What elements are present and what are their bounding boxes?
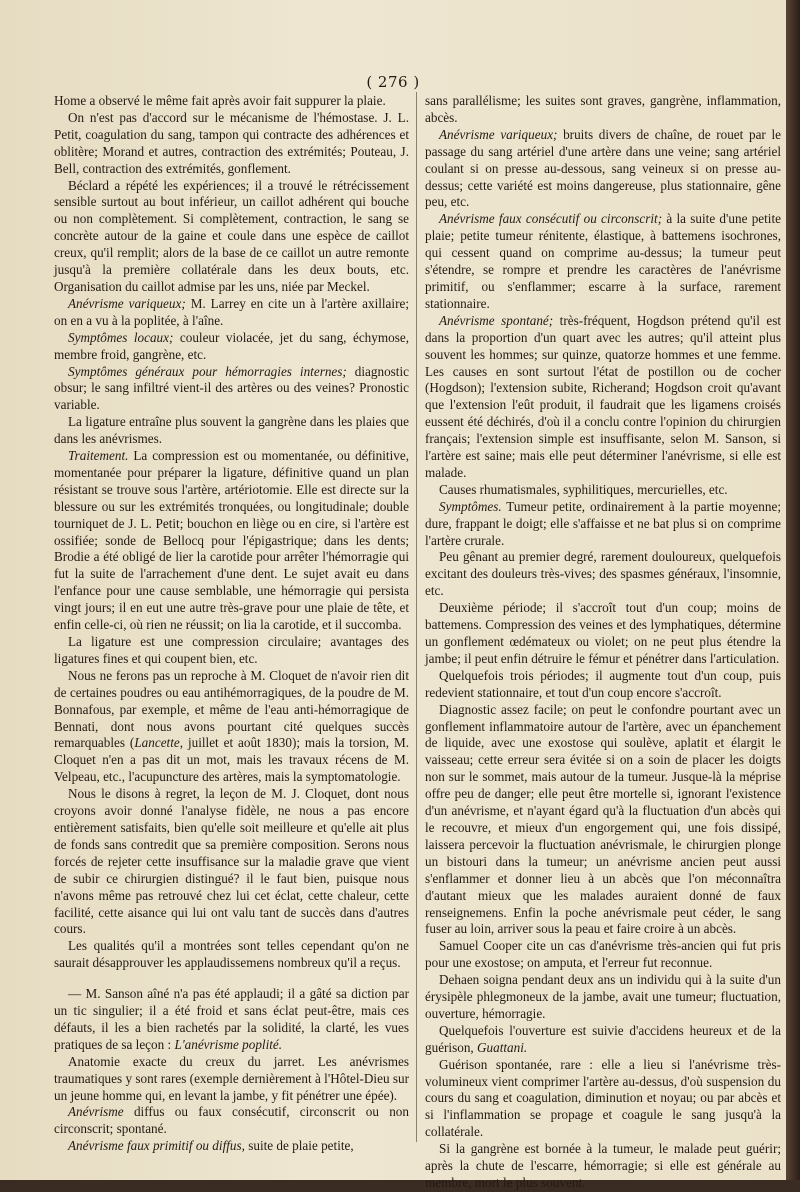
paragraph-lead: Anévrisme variqueux; <box>439 126 558 142</box>
paragraph <box>425 127 781 212</box>
paragraph <box>54 296 409 330</box>
paragraph <box>54 986 409 1054</box>
paragraph <box>425 1057 781 1142</box>
paragraph-text: Quelquefois l'ouverture est suivie d'accidens heureux et de la guérison, <box>425 1022 781 1055</box>
paragraph-text: Peu gênant au premier degré, rarement douloureux, quelquefois excitant des douleurs très-vives; des spasmes généraux, l'insomnie, etc. <box>425 549 781 599</box>
paragraph-lead: Anévrisme faux primitif ou diffus, <box>68 1138 245 1154</box>
paragraph-lead: Traitement. <box>68 448 129 464</box>
paragraph <box>425 482 781 499</box>
paragraph <box>54 110 409 178</box>
paragraph-lead: Symptômes généraux pour hémorragies internes; <box>68 363 347 379</box>
paragraph <box>425 211 781 312</box>
paragraph-text: Dehaen soigna pendant deux ans un individu qui à la suite d'un érysipèle phlegmoneux de la jambe, avait une tumeur; fluctuation, ouverture, hémorragie. <box>425 972 781 1021</box>
paragraph <box>54 330 409 364</box>
paragraph <box>54 1054 409 1105</box>
paragraph-text: Diagnostic assez facile; on peut le confondre pourtant avec un gonflement inflammatoire autour de l'artère, avec un épanchement de liquide, avec une exostose qui soulève, aplatit et élargit le vaisseau; cette erreur sera évitée si on a soin de placer les doigts non sur le sommet, mais autour de la tumeur. Jusque-là la méprise offre peu de danger; elle peut être mortelle si, ignorant l'existence d'un anévrisme, et n'ayant égard qu'à la fluctuation d'un abcès qui le recouvre, et mieux d'un engorgement qui, une fois dissipé, laissera percevoir la fluctuation anévrismale, le chirurgien plonge un bistouri dans la tumeur; un anévrisme ancien peut aussi s'enflammer et donner lieu à un abcès que l'on méconnaîtra d'autant mieux que les malades auraient donné de faux renseignemens. Enfin la poche anévrismale peut céder, le sang fuser au loin, arriver sous la peau et faire croire à un abcès. <box>425 701 781 937</box>
paragraph-text: Anatomie exacte du creux du jarret. Les anévrismes traumatiques y sont rares (exemple dernièrement à l'Hôtel-Dieu sur un jeune homme qui, en levant la jambe, y fit pénétrer une épée). <box>54 1053 409 1103</box>
paragraph-text: bruits divers de chaîne, de rouet par le passage du sang artériel d'une artère dans une veine; sang artériel coulant si on presse au-dessous, sang veineux si on presse au-dessus; cette variété est moins dangereuse, plus stationnaire, gêne peu, etc. <box>425 126 781 210</box>
paragraph <box>425 499 781 550</box>
paragraph-text: M. Larrey en cite un à l'artère axillaire; on en a vu à la poplitée, à l'aîne. <box>54 295 409 328</box>
paragraph <box>54 364 409 415</box>
paragraph-lead: Anévrisme faux consécutif ou circonscrit; <box>439 211 663 227</box>
page-number: ( 276 ) <box>366 73 420 91</box>
paragraph <box>425 938 781 972</box>
paragraph-text: diffus ou faux consécutif, circonscrit ou non circonscrit; spontané. <box>54 1104 409 1137</box>
paragraph-text: Samuel Cooper cite un cas d'anévrisme très-ancien qui fut pris pour une exostose; on amputa, et l'erreur fut reconnue. <box>425 938 781 971</box>
paragraph <box>54 178 409 296</box>
book-spine-edge <box>786 0 800 1180</box>
paragraph-italic-tail: Guattani. <box>477 1039 528 1055</box>
paragraph-text: à la suite d'une petite plaie; petite tumeur rénitente, élastique, à battemens isochrones, qui cessent quand on comprime au-dessus; la tumeur peut s'étendre, se rompre et prendre les caractères de l'anévrisme primitif, ou s'enflammer; escarre à la surface, rarement stationnaire. <box>425 211 781 311</box>
paragraph-text: Tumeur petite, ordinairement à la partie moyenne; dure, frappant le doigt; elle s'affaisse et ne bat plus si on comprime l'artère crurale. <box>425 498 781 548</box>
paragraph <box>425 313 781 482</box>
right-column <box>425 93 781 1192</box>
paragraph <box>54 1104 409 1138</box>
paragraph <box>54 938 409 972</box>
paragraph-lead: Anévrisme variqueux; <box>68 295 186 311</box>
paragraph <box>425 702 781 939</box>
paragraph-lead: Symptômes. <box>439 498 502 514</box>
paragraph-text: suite de plaie petite, <box>244 1138 354 1154</box>
paragraph-text: Béclard a répété les expériences; il a trouvé le rétrécissement sensible surtout au bout inférieur, un caillot adhérent qui bouche ou non complètement. Si complètement, contraction, le sang se concrète autour de la gaine et coule dans une espèce de caillot creux, qu'il remplit; alors de la base de ce caillot un autre remonte jusqu'à la première collatérale dans les deux bouts, etc. Organisation du caillot admise par les uns, niée par Meckel. <box>54 177 409 294</box>
paragraph-text: Home a observé le même fait après avoir fait suppurer la plaie. <box>54 93 386 108</box>
paragraph-text: très-fréquent, Hogdson prétend qu'il est dans la proportion d'un quart avec les autres; qu'il atteint plus souvent les hommes; sur quinze, quatorze hommes et une femme. Les causes en sont surtout l'état de postillon ou de cocher (Hogdson); l'extension subite, Richerand; Hogdson croit qu'avant que l'extension l'eût produit, il faudrait que les ligamens croisés eussent été déchirés, d'où il a conclu contre l'opinion du chirurgien français; l'extension simple est insuffisante, selon M. Sanson, si l'artère est saine; mais elle peut déterminer l'anévrisme, si elle est malade. <box>425 312 782 480</box>
paragraph <box>425 1141 781 1192</box>
paragraph-text: On n'est pas d'accord sur le mécanisme de l'hémostase. J. L. Petit, coagulation du sang, tampon qui contracte des adhérences et oblitère; Morand et autres, contraction des extrémités; Pouteau, J. Bell, contraction des extrémités, gonflement. <box>54 109 409 176</box>
paragraph <box>425 972 781 1023</box>
paragraph-text: diagnostic obsur; le sang infiltré vient-il des artères ou des veines? Pronostic variable. <box>54 363 409 413</box>
paragraph-text: Les qualités qu'il a montrées sont telles cependant qu'on ne saurait désapprouver les applaudissemens nombreux qu'il a reçus. <box>54 938 409 971</box>
paragraph-text: La ligature entraîne plus souvent la gangrène dans les plaies que dans les anévrismes. <box>54 414 409 447</box>
paragraph-text: Nous le disons à regret, la leçon de M. J. Cloquet, dont nous croyons avoir donné l'analyse fidèle, ne nous a pas encore entièrement satisfaits, bien qu'elle soit meilleure et qu'elle ait plus de fonds sans contredit que sa première composition. Serons nous forcés de rejeter cette insuffisance sur la maladie grave que vient de subir ce chirurgien distingué? il le faut bien, puisque nous n'avons même pas retrouvé chez lui cet éclat, cette chaleur, cette facilité, cette aisance qui lui ont valu tant de succès dans d'autres cours. <box>54 786 409 937</box>
paragraph-text: Si la gangrène est bornée à la tumeur, le malade peut guérir; après la chute de l'escarre, hémorragie; si elle est générale au membre, mort le plus souvent. <box>425 1141 781 1190</box>
paragraph <box>425 93 781 127</box>
paragraph-italic-tail: Lancette <box>134 735 180 751</box>
paragraph <box>425 1023 781 1057</box>
paragraph-text: La compression est ou momentanée, ou définitive, momentanée pour préparer la ligature, définitive quand un plan résistant se trouve sous l'artère, artériotomie. Elle est directe sur la blessure ou sur les extrémités tronquées, ou longitudinale; double tourniquet de J. L. Petit; bouchon en liège ou en cire, si l'artère est ossifiée; sonde de Bellocq pour l'épigastrique; dans les dents; Brodie a été obligé de lier la carotide pour arrêter l'hémorragie qui fut la suite de l'arrachement d'une dent. Le sujet avait eu dans l'enfance pour une cause semblable, une hémorragie qui persista vingt jours; il en eut une autre très-grave pour une plaie de tête, et enfin celle-ci, où rien ne réussit; on lia la carotide, et il succomba. <box>54 448 409 633</box>
paragraph-text: Nous ne ferons pas un reproche à M. Cloquet de n'avoir rien dit de certaines poudres ou eau antihémorragiques, de la poudre de M. Bonnafous, par exemple, et même de l'eau anti-hémorragique de Bennati, dont nous avons pourtant cité quelques succès remarquables ( <box>54 667 409 751</box>
paragraph-text: Causes rhumatismales, syphilitiques, mercurielles, etc. <box>439 481 728 497</box>
paragraph <box>54 634 409 668</box>
paragraph <box>54 786 409 938</box>
left-column <box>54 93 409 1155</box>
paragraph <box>425 549 781 600</box>
paragraph-lead: Symptômes locaux; <box>68 329 174 345</box>
paragraph <box>54 1138 409 1155</box>
paragraph <box>425 668 781 702</box>
paragraph-text: sans parallélisme; les suites sont graves, gangrène, inflammation, abcès. <box>425 93 781 125</box>
paragraph <box>54 93 409 110</box>
paragraph-text: — M. Sanson aîné n'a pas été applaudi; il a gâté sa diction par un tic singulier; il a été froid et sans éclat peut-être, mais ces défauts, il les a bien rachetés par la solidité, la clarté, les vues pratiques de sa leçon : <box>54 986 409 1052</box>
paragraph-text: couleur violacée, jet du sang, échymose, membre froid, gangrène, etc. <box>54 329 409 362</box>
paragraph-italic-tail: L'anévrisme poplité. <box>174 1036 283 1052</box>
paragraph-text: Guérison spontanée, rare : elle a lieu si l'anévrisme très-volumineux vient comprimer l'artère au-dessus, d'où suspension du cours du sang et coagulation, diminution et noyau; ou par abcès et si l'inflammation se propage et coagule le sang jusqu'à la collatérale. <box>425 1056 781 1140</box>
paragraph-text: Quelquefois trois périodes; il augmente tout d'un coup, puis redevient stationnaire, et tout d'un coup encore s'accroît. <box>425 667 781 700</box>
paragraph-tail: , juillet et août 1830); mais la torsion, M. Cloquet n'en a pas dit un mot, mais les travaux récens de M. Velpeau, etc., l'acupuncture des artères, mais la symptomatologie. <box>54 735 409 785</box>
paragraph-lead: Anévrisme spontané; <box>439 312 554 328</box>
paragraph-lead: Anévrisme <box>68 1104 124 1120</box>
column-divider <box>416 92 417 1142</box>
paragraph-text: La ligature est une compression circulaire; avantages des ligatures fines et qui coupent bien, etc. <box>54 634 409 666</box>
paragraph <box>54 448 409 634</box>
paragraph <box>54 414 409 448</box>
paragraph <box>54 668 409 786</box>
paragraph <box>425 600 781 668</box>
paragraph-text: Deuxième période; il s'accroît tout d'un coup; moins de battemens. Compression des veines et des lymphatiques, détermine un gonflement œdémateux ou violet; on ne peut plus étendre la jambe; il peut enfin détruire le fémur et pénétrer dans l'articulation. <box>425 600 781 666</box>
